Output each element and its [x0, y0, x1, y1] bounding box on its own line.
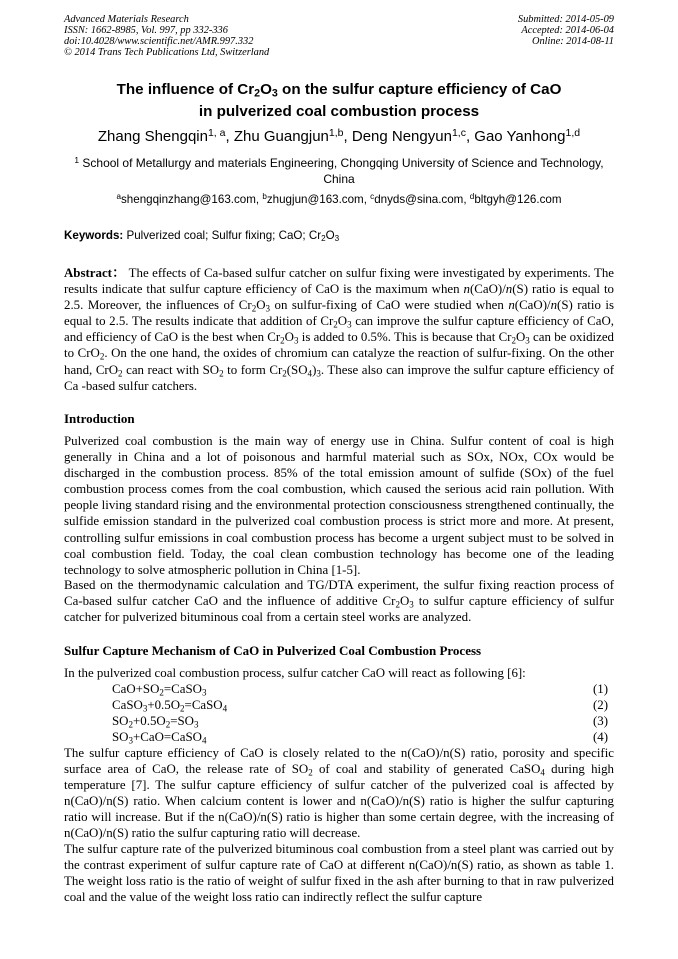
equation-number: (2): [592, 698, 608, 712]
online-date: Online: 2014-08-11: [531, 36, 614, 47]
abstract-label: Abstract：: [64, 266, 126, 280]
mechanism-paragraph: The sulfur capture rate of the pulverized bituminous coal combustion from a steel plant was carried out by the contrast experiment of sulfur capture rate of CaO at different n(CaO)/n(S) ratio, as shown as table 1. The weight loss ratio is the ratio of weight of sulfur fixed in the ash after burning to that in raw pulverized coal and the value of the weight loss ratio can indirectly reflect the sulfur capture: [64, 842, 614, 905]
equation-formula: $CaSO_3+0.5O_2=CaSO_4$: [112, 698, 228, 714]
title-line-1: The influence of $Cr_2O_3$ on the sulfur capture efficiency of CaO: [116, 81, 562, 100]
equation-3: [112, 713, 608, 729]
equation-1: [112, 681, 608, 697]
author-list: Zhang Shengqin$^{1, a}$, Zhu Guangjun$^{1,b}$, Deng Nengyun$^{1,c}$, Gao Yanhong$^{1,d}$: [97, 126, 581, 145]
equation-number: (3): [592, 714, 608, 728]
title-line-2: in pulverized coal combustion process: [198, 103, 480, 120]
paper-title: [40, 79, 638, 123]
equation-number: (1): [592, 682, 608, 696]
submission-dates: [518, 14, 614, 47]
email-link[interactable]: bltgyh@126.com: [474, 193, 562, 206]
accepted-date: Accepted: 2014-06-04: [521, 25, 614, 36]
journal-issn: ISSN: 1662-8985, Vol. 997, pp 332-336: [64, 25, 228, 36]
mechanism-intro: In the pulverized coal combustion process, sulfur catcher CaO will react as following [6]:: [64, 666, 526, 680]
equation-2: [112, 697, 608, 713]
journal-info: [64, 14, 269, 58]
email-link[interactable]: dnyds@sina.com: [374, 193, 464, 206]
abstract: Abstract： The effects of Ca-based sulfur catcher on sulfur fixing were investigated by experiments. The results indicate that sulfur capture efficiency of CaO is the maximum when n(CaO)/n(S) ratio is equal to 2.5. Moreover, the influences of $Cr_2O_3$ on sulfur-fixing of CaO were studied when n(CaO)/n(S) ratio is equal to 2.5. The results indicate that addition of $Cr_2O_3$ can improve the sulfur capture efficiency of CaO, and efficiency of CaO is the best when $Cr_2O_3$ is added to 0.5%. This is because that $Cr_2O_3$ can be oxidized to CrO$_2$. On the one hand, the oxides of chromium can catalyze the reaction of sulfur-fixing. On the other hand, CrO$_2$ can react with $SO_2$ to form $Cr_2(SO_4)_3$. These also can improve the sulfur capture efficiency of Ca -based sulfur catchers.: [64, 266, 615, 393]
mechanism-paragraph: The sulfur capture efficiency of CaO is closely related to the n(CaO)/n(S) ratio, porosity and specific surface area of CaO, the release rate of $SO_2$ of coal and stability of generated CaSO$_4$ during high temperature [7]. The sulfur capture efficiency of sulfur catcher of the pulverized coal is affected by n(CaO)/n(S) ratio. When calcium content is lower and n(CaO)/n(S) ratio is higher the sulfur capturing ratio will increase. But if the n(CaO)/n(S) ratio is higher than some certain degree, with the increasing of n(CaO)/n(S) ratio the sulfur capturing ratio will decrease.: [64, 746, 614, 841]
journal-doi: doi:10.4028/www.scientific.net/AMR.997.332: [64, 36, 254, 47]
equation-number: (4): [592, 730, 608, 744]
journal-copyright: © 2014 Trans Tech Publications Ltd, Switzerland: [64, 47, 270, 58]
equation-formula: $SO_2+0.5O_2=SO_3$: [112, 714, 199, 730]
author-name: Zhang Shengqin: [97, 128, 208, 145]
equation-formula: $CaO+SO_2=CaSO_3$: [112, 682, 207, 698]
equation-formula: $SO_3+CaO=CaSO_4$: [112, 730, 207, 746]
keywords: Keywords: Pulverized coal; Sulfur fixing; CaO; $Cr_2O_3$: [64, 229, 340, 244]
affiliation: $^1$ School of Metallurgy and materials Engineering, Chongqing University of Science and Technology, China: [74, 154, 604, 186]
email-link[interactable]: shengqinzhang@163.com: [121, 193, 256, 206]
author-name: Gao Yanhong: [474, 128, 566, 145]
author-emails: $^a$shengqinzhang@163.com, $^b$zhugjun@163.com, $^c$dnyds@sina.com, $^d$bltgyh@126.com: [116, 191, 562, 206]
author-name: Zhu Guangjun: [233, 128, 329, 145]
keywords-label: Keywords:: [64, 229, 124, 242]
email-link[interactable]: zhugjun@163.com: [266, 193, 364, 206]
introduction-paragraph: Based on the thermodynamic calculation and TG/DTA experiment, the sulfur fixing reaction process of Ca-based sulfur catcher CaO and the influence of additive $Cr_2O_3$ to sulfur capture efficiency of sulfur catcher for pulverized bituminous coal from a certain steel works are analyzed.: [64, 578, 614, 625]
introduction-paragraph: Pulverized coal combustion is the main way of energy use in China. Sulfur content of coal is high generally in China and a lot of poisonous and harmful material such as SOx, NOx, COx would be discharged in the combustion process. 85% of the total emission amount of sulfide (SOx) of the fuel combustion process comes from the coal combustion, which caused the serious acid rain pollution. With people living standard rising and the environmental protection consciousness strengthened continually, the sulfide emission standard in the pulverized coal combustion process is strict more and more. At present, controlling sulfur emissions in coal combustion process has become a urgent subject must to be solved in coal combustion field. Today, the coal clean combustion technology has become one of the leading technology to solve atmospheric pollution in China [1-5].: [64, 434, 614, 577]
submitted-date: Submitted: 2014-05-09: [517, 14, 614, 25]
journal-name: Advanced Materials Research: [64, 14, 189, 25]
section-heading-introduction: Introduction: [64, 411, 135, 426]
section-heading-mechanism: Sulfur Capture Mechanism of CaO in Pulverized Coal Combustion Process: [64, 643, 482, 658]
author-name: Deng Nengyun: [351, 128, 452, 145]
equation-4: [112, 729, 608, 745]
